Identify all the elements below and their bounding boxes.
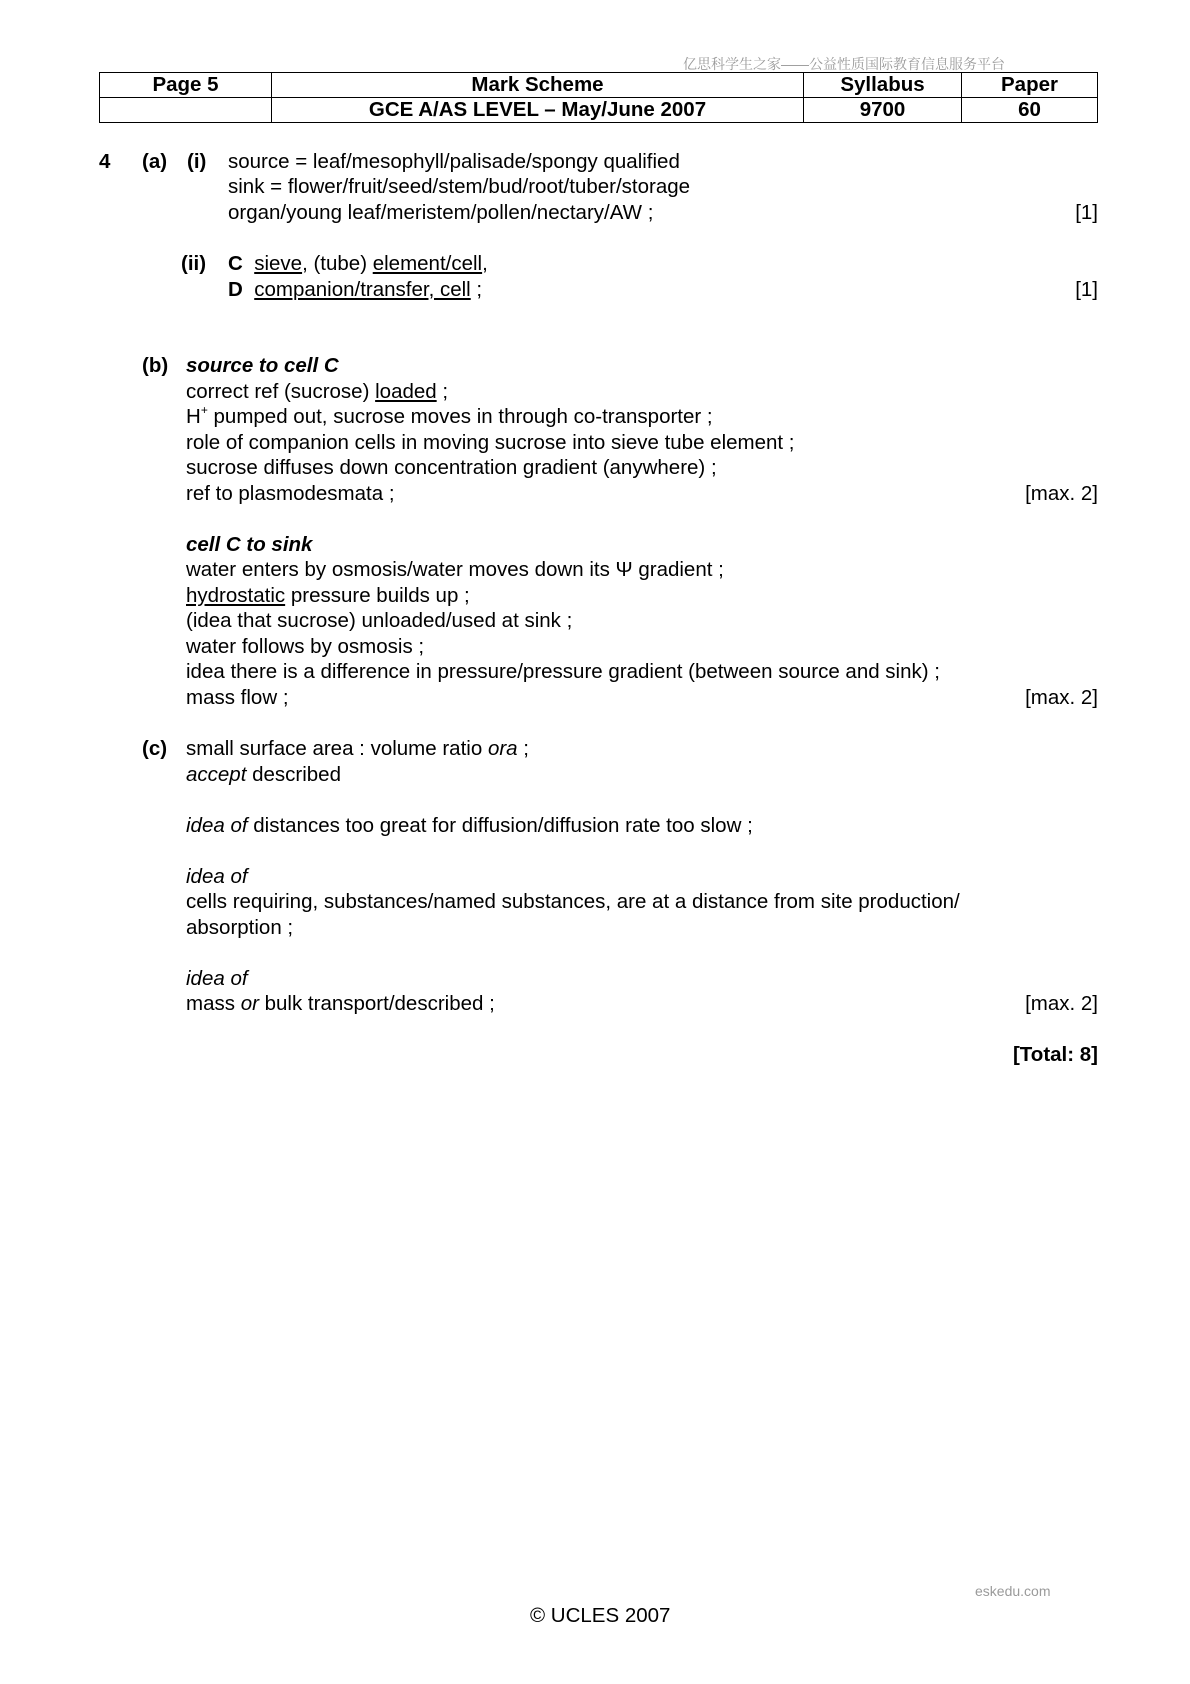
part-b-label: (b): [142, 354, 169, 377]
b-sink-hydrostatic: hydrostatic: [186, 584, 286, 607]
a-ii-line-d: [228, 278, 482, 302]
b-line2-sup: +: [200, 403, 208, 417]
c-line1: [186, 737, 529, 761]
c-mark: [max. 2]: [1025, 992, 1098, 1015]
b-line4: sucrose diffuses down concentration gradient (anywhere) ;: [186, 456, 717, 479]
b-mark1: [max. 2]: [1025, 482, 1098, 505]
c-line4: idea of: [186, 865, 248, 888]
b-line2: [186, 405, 713, 429]
part-a-ii-label: (ii): [181, 252, 207, 275]
a-ii-c-sieve: sieve: [254, 252, 303, 275]
b-sink-line6: mass flow ;: [186, 686, 289, 709]
c-line2-accept: accept: [186, 763, 247, 786]
a-ii-mark: [1]: [1075, 278, 1098, 301]
header-paper: 60: [962, 98, 1098, 123]
b-line1-post: ;: [436, 380, 449, 403]
b-line1-loaded: loaded: [375, 380, 437, 403]
footer-copyright: © UCLES 2007: [530, 1604, 671, 1627]
b-line2-h: H: [186, 405, 201, 428]
a-ii-c-element: element/cell: [372, 252, 483, 275]
c-line1-ora: ora: [487, 737, 518, 760]
part-a-label: (a): [142, 150, 168, 173]
b-sink-line2: [186, 584, 470, 608]
b-sink-line2-rest: pressure builds up ;: [285, 584, 470, 607]
c-line1-pre: small surface area : volume ratio: [186, 737, 488, 760]
header-syllabus-label: Syllabus: [804, 73, 962, 98]
header-page: Page 5: [100, 73, 272, 98]
a-i-mark: [1]: [1075, 201, 1098, 224]
c-line5: cells requiring, substances/named substances, are at a distance from site production/: [186, 890, 960, 913]
header-paper-label: Paper: [962, 73, 1098, 98]
header-exam: GCE A/AS LEVEL – May/June 2007: [272, 98, 804, 123]
b-line3: role of companion cells in moving sucrose into sieve tube element ;: [186, 431, 795, 454]
a-ii-c-end: ,: [482, 252, 488, 275]
b-sink-line4: water follows by osmosis ;: [186, 635, 425, 658]
a-ii-line-c: [228, 252, 488, 276]
a-ii-c-letter: C: [228, 252, 243, 275]
c-line8-post: bulk transport/described ;: [258, 992, 495, 1015]
c-line2-rest: described: [246, 763, 341, 786]
c-line3: [186, 814, 753, 838]
total-mark: [Total: 8]: [1012, 1043, 1098, 1066]
b-heading-source: source to cell C: [186, 354, 339, 377]
a-i-line1: source = leaf/mesophyll/palisade/spongy qualified: [228, 150, 680, 173]
watermark-top: 亿思科学生之家——公益性质国际教育信息服务平台: [683, 56, 1005, 72]
a-ii-d-end: ;: [470, 278, 483, 301]
part-a-i-label: (i): [187, 150, 207, 173]
b-sink-line1: water enters by osmosis/water moves down its Ψ gradient ;: [186, 558, 724, 581]
c-line8: [186, 992, 495, 1016]
b-line5: ref to plasmodesmata ;: [186, 482, 395, 505]
a-i-line2: sink = flower/fruit/seed/stem/bud/root/tuber/storage: [228, 175, 691, 198]
header-table: [99, 72, 1098, 123]
watermark-bottom: eskedu.com: [975, 1583, 1051, 1599]
c-line3-idea: idea of: [186, 814, 248, 837]
a-ii-d-letter: D: [228, 278, 243, 301]
a-ii-d-text: companion/transfer, cell: [254, 278, 471, 301]
b-line1: [186, 380, 448, 404]
c-line8-or: or: [240, 992, 259, 1015]
b-mark2: [max. 2]: [1025, 686, 1098, 709]
b-sink-line3: (idea that sucrose) unloaded/used at sink ;: [186, 609, 573, 632]
header-title: Mark Scheme: [272, 73, 804, 98]
b-line1-pre: correct ref (sucrose): [186, 380, 376, 403]
c-line6: absorption ;: [186, 916, 294, 939]
header-syllabus: 9700: [804, 98, 962, 123]
c-line7: idea of: [186, 967, 248, 990]
question-number: 4: [99, 150, 111, 173]
a-i-line3: organ/young leaf/meristem/pollen/nectary/AW ;: [228, 201, 654, 224]
b-line2-rest: pumped out, sucrose moves in through co-transporter ;: [207, 405, 713, 428]
c-line1-post: ;: [517, 737, 529, 760]
c-line8-pre: mass: [186, 992, 241, 1015]
b-sink-line5: idea there is a difference in pressure/pressure gradient (between source and sink) ;: [186, 660, 940, 683]
header-empty: [100, 98, 272, 123]
part-c-label: (c): [142, 737, 168, 760]
c-line3-rest: distances too great for diffusion/diffusion rate too slow ;: [247, 814, 753, 837]
a-ii-c-mid: , (tube): [302, 252, 373, 275]
c-line2: [186, 763, 341, 787]
b-heading-sink: cell C to sink: [186, 533, 313, 556]
